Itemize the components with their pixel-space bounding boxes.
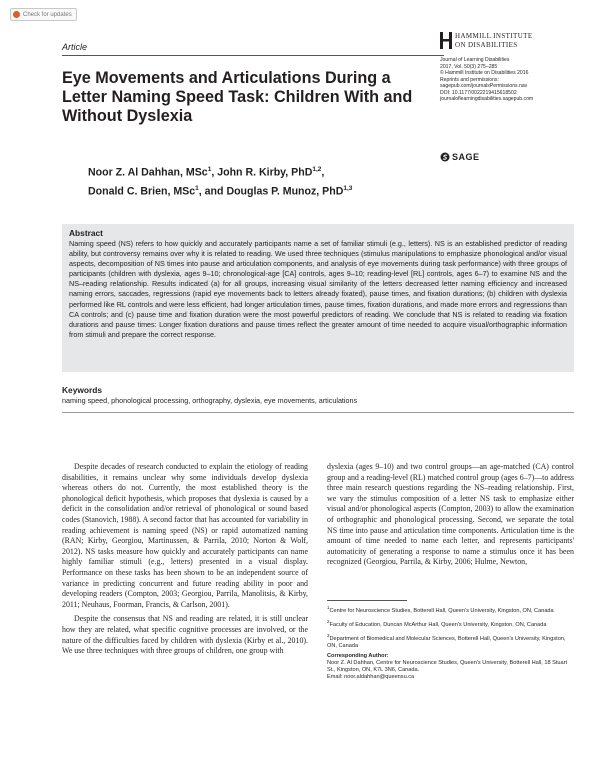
sage-label: SAGE — [452, 152, 480, 162]
copyright: © Hammill Institute on Disabilities 2016 — [440, 70, 529, 76]
footnote-text: Faculty of Education, Duncan McArthur Hall, Queen's University, Kingston, ON, Canada — [329, 621, 547, 628]
author-separator: , — [321, 166, 325, 179]
abstract-box — [62, 224, 574, 372]
affiliation-footnote — [327, 632, 574, 650]
keywords-rule — [62, 412, 574, 413]
affiliation-footnote — [327, 604, 574, 615]
sage-logo-icon — [440, 152, 450, 162]
author-name: Douglas P. Munoz, PhD — [226, 185, 344, 198]
article-type-label: Article — [62, 42, 88, 52]
affiliation-footnote — [327, 618, 574, 629]
journal-volume: 2017, Vol. 50(3) 275–285 — [440, 63, 498, 70]
keywords-heading: Keywords — [62, 385, 103, 395]
publisher-logo — [440, 32, 570, 49]
reprints-label: Reprints and permissions: — [440, 76, 499, 83]
body-paragraph: Despite decades of research conducted to explain the etiology of reading disabilities, it remains unclear why some individuals develop dyslexia whereas others do not. Currently, the most established theory is the phonological deficit hypothesis, which proposes that dyslexia is caused by a deficit in the consolidation and/or retrieval of phonological or sound based codes (Stanovich, 1988). A second factor that has accounted for variability in reading achievement is naming speed (NS) or rapid automatized naming (RAN; Kirby, Georgiou, Martinussen, & Parrila, 2010; Norton & Wolf, 2012). NS tasks measure how quickly and accurately participants can name highly familiar stimuli (e.g., letters) presented in a visual display. Performance on these tasks has been shown to be an independent source of variance in predicting concurrent and future reading ability in poor and developing readers (Compton, 2003; Georgiou, Parrila, Manolitsis, & Kirby, 2011; Neuhaus, Foorman, Francis, & Carlson, 2001). — [62, 462, 308, 609]
author-affiliation: 1 — [207, 166, 212, 173]
author-affiliation: 1 — [195, 184, 199, 192]
footnote-rule — [327, 600, 407, 601]
publisher-name-line2: ON DISABILITIES — [455, 40, 518, 49]
footnote-text: Department of Biomedical and Molecular Sciences, Botterell Hall, Queen's University, Kingston, ON, Canada — [327, 635, 566, 649]
doi[interactable]: DOI: 10.1177/0022219415618502 — [440, 89, 517, 96]
permissions-link[interactable]: sagepub.com/journalsPermissions.nav — [440, 83, 528, 89]
journal-url[interactable]: journaloflearningdisabilities.sagepub.com — [440, 96, 534, 102]
author-name: Noor Z. Al Dahhan, MSc — [88, 166, 208, 179]
header-rule — [62, 55, 444, 56]
body-column-left — [62, 462, 308, 657]
check-for-updates-badge[interactable] — [10, 8, 77, 21]
publisher-name-line1: HAMMILL INSTITUTE — [455, 32, 533, 40]
author-affiliation: 1,3 — [343, 184, 353, 192]
body-column-right — [327, 462, 574, 568]
author-separator: , — [211, 166, 218, 179]
corresponding-email[interactable]: Email: noor.aldahhan@queensu.ca — [327, 673, 415, 680]
hammill-logo-icon — [440, 32, 453, 49]
corresponding-heading: Corresponding Author: — [327, 652, 389, 659]
sage-logo — [440, 152, 480, 162]
author-list — [88, 162, 428, 199]
journal-name: Journal of Learning Disabilities — [440, 57, 510, 63]
body-paragraph: Despite the consensus that NS and reading are related, it is still unclear how they are related, what specific cognitive processes are involved, or the nature of the difficulties faced by children with dyslexia (Kirby et al., 2010). We use three techniques with three groups of children, one group with — [62, 614, 308, 656]
body-paragraph: dyslexia (ages 9–10) and two control groups—an age-matched (CA) control group and a reading-level (RL) matched control group (ages 6–7)—to address three main research questions regarding the NS–reading relationship. First, we vary the stimulus composition of a letter NS task to emphasize either visual and/or phonological aspects (Compton, 2003) to allow the examination of orthographic and phonological processing. Second, we separate the total NS time into pause and articulation time components. Articulation time is the amount of time needed to name each letter, and represents participants' automaticity of generating a response to name a stimulus once it has been recognized (Georgiou, Parrila, & Kirby, 2006; Hulme, Newton, — [327, 462, 574, 567]
footnotes — [327, 604, 574, 681]
publisher-block — [440, 32, 570, 49]
author-line-2 — [88, 181, 428, 200]
keywords-text: naming speed, phonological processing, orthography, dyslexia, eye movements, articulations — [62, 396, 358, 405]
author-separator: , and — [198, 185, 227, 198]
badge-label: Check for updates — [23, 11, 72, 18]
paper-title: Eye Movements and Articulations During a Letter Naming Speed Task: Children With and Without Dyslexia — [62, 69, 413, 125]
footnote-text: Centre for Neuroscience Studies, Botterell Hall, Queen's University, Kingston, ON, Canada — [329, 607, 554, 614]
abstract-text: Naming speed (NS) refers to how quickly and accurately participants name a set of familiar stimuli (e.g., letters). NS is an established predictor of reading ability, but controversy remains over why it is related to reading. We used three techniques (stimulus manipulations to emphasize phonological and/or visual aspects, decomposition of NS times into pause and articulation components, and analysis of eye movements during task performance) with three groups of participants (children with dyslexia, ages 9–10; chronological-age [CA] controls, ages 9–10; reading-level [RL] controls, ages 6–7) to examine NS and the NS–reading relationship. Results indicated (a) for all groups, increasing visual similarity of the letters decreased letter naming efficiency and increased naming errors, saccades, regressions (rapid eye movements back to letters already fixated), pause times, and fixation durations; (b) children with dyslexia performed like RL controls and were less efficient, had longer articulation times, pause times, fixation durations, and made more errors and regressions than CA controls; and (c) pause time and fixation duration were the most powerful predictors of reading. We conclude that NS is related to reading via fixation durations and pause times: Longer fixation durations and pause times reflect the greater amount of time needed to acquire visual/orthographic information from stimuli and prepare the correct response. — [69, 239, 567, 339]
author-affiliation: 1,2 — [312, 166, 322, 173]
footnote-marker: 2 — [327, 618, 330, 624]
author-line-1 — [88, 162, 428, 181]
author-name: Donald C. Brien, MSc — [88, 185, 196, 198]
author-name: John R. Kirby, PhD — [217, 166, 313, 179]
crossmark-icon — [13, 11, 20, 18]
abstract-heading: Abstract — [69, 228, 103, 238]
journal-meta — [440, 57, 570, 103]
footnote-marker: 3 — [327, 632, 330, 638]
corresponding-address: Noor Z. Al Dahhan, Centre for Neuroscience Studies, Queen's University, Botterell Hall, 18 Stuart St., Kingston, ON, K7L 3N6, Canada. — [327, 659, 568, 673]
footnote-marker: 1 — [327, 605, 330, 610]
